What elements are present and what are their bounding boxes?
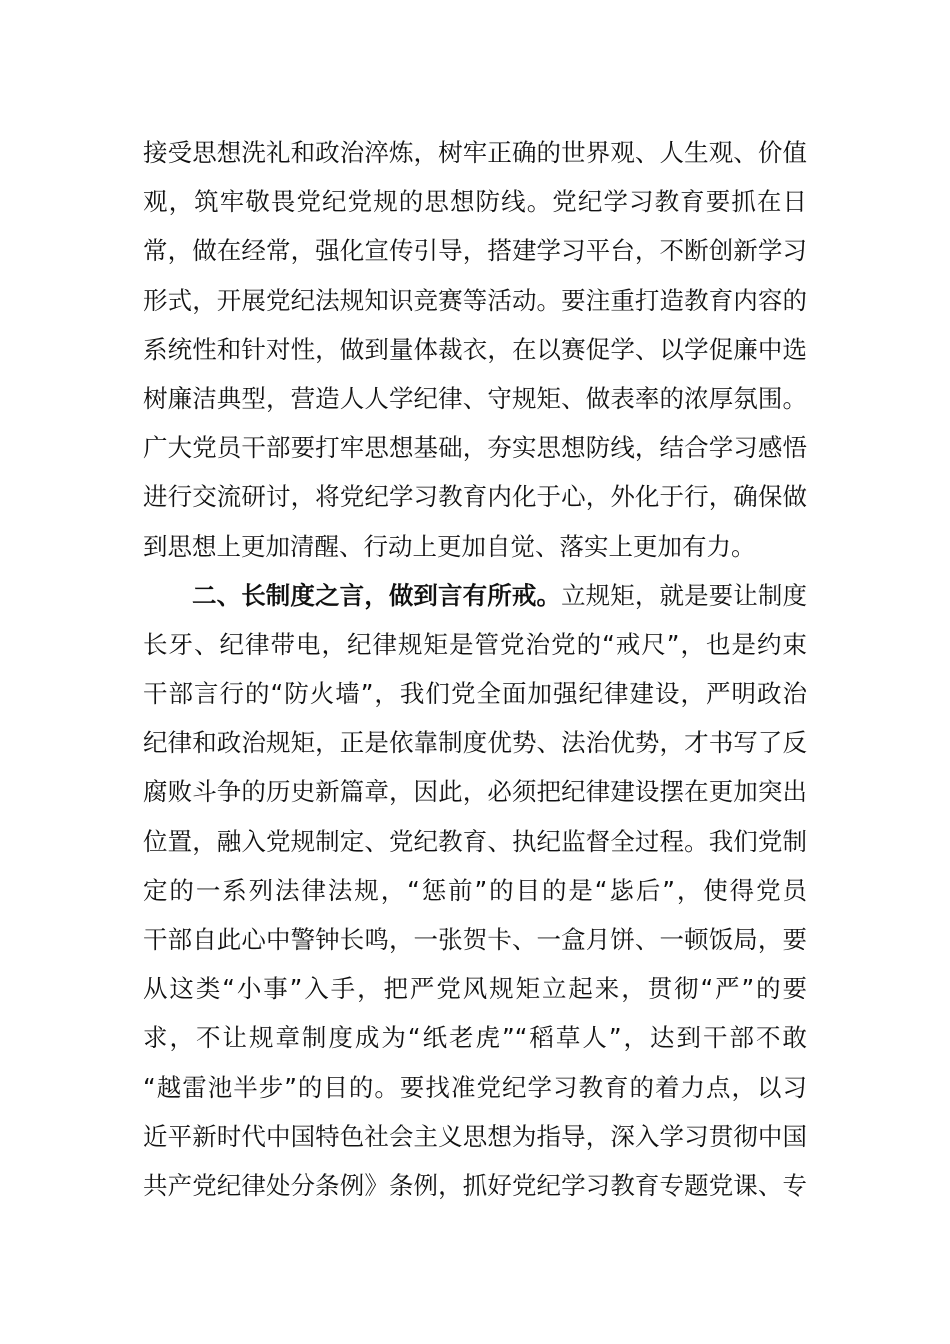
text-line: 从这类“小事”入手，把严党风规矩立起来，贯彻“严”的要: [143, 974, 807, 1004]
text-line: 求，不让规章制度成为“纸老虎”“稻草人”，达到干部不敢: [143, 1023, 807, 1053]
text-line: 树廉洁典型，营造人人学纪律、守规矩、做表率的浓厚氛围。: [143, 383, 807, 413]
text-line: 常，做在经常，强化宣传引导，搭建学习平台，不断创新学习: [143, 236, 807, 266]
section-heading-continuation: 立规矩，就是要让制度: [561, 580, 807, 610]
text-line: 系统性和针对性，做到量体裁衣，在以赛促学、以学促廉中选: [143, 334, 807, 364]
text-line: “越雷池半步”的目的。要找准党纪学习教育的着力点，以习: [143, 1072, 807, 1102]
text-line: 观，筑牢敬畏党纪党规的思想防线。党纪学习教育要抓在日: [143, 187, 807, 217]
section-heading-line: [143, 571, 807, 620]
text-line: 形式，开展党纪法规知识竞赛等活动。要注重打造教育内容的: [143, 285, 807, 315]
text-line: 广大党员干部要打牢思想基础，夯实思想防线，结合学习感悟: [143, 433, 807, 463]
text-line: 到思想上更加清醒、行动上更加自觉、落实上更加有力。: [143, 531, 756, 561]
text-line: 进行交流研讨，将党纪学习教育内化于心，外化于行，确保做: [143, 482, 807, 512]
text-line: 接受思想洗礼和政治淬炼，树牢正确的世界观、人生观、价值: [143, 138, 807, 167]
text-line: 共产党纪律处分条例》条例，抓好党纪学习教育专题党课、专: [143, 1170, 807, 1200]
text-line: 近平新时代中国特色社会主义思想为指导，深入学习贯彻中国: [143, 1121, 807, 1151]
text-line: 干部自此心中警钟长鸣，一张贺卡、一盒月饼、一顿饭局，要: [143, 925, 807, 954]
text-line: 腐败斗争的历史新篇章，因此，必须把纪律建设摆在更加突出: [143, 777, 807, 807]
text-line: 位置，融入党规制定、党纪教育、执纪监督全过程。我们党制: [143, 826, 807, 856]
text-line: 定的一系列法律法规，“惩前”的目的是“毖后”，使得党员: [143, 875, 807, 905]
text-line: 干部言行的“防火墙”，我们党全面加强纪律建设，严明政治: [143, 679, 807, 709]
text-line: 长牙、纪律带电，纪律规矩是管党治党的“戒尺”，也是约束: [143, 629, 807, 659]
section-heading: 二、长制度之言，做到言有所戒。: [192, 580, 562, 610]
text-line: 纪律和政治规矩，正是依靠制度优势、法治优势，才书写了反: [143, 728, 807, 758]
document-body: [143, 128, 807, 1210]
